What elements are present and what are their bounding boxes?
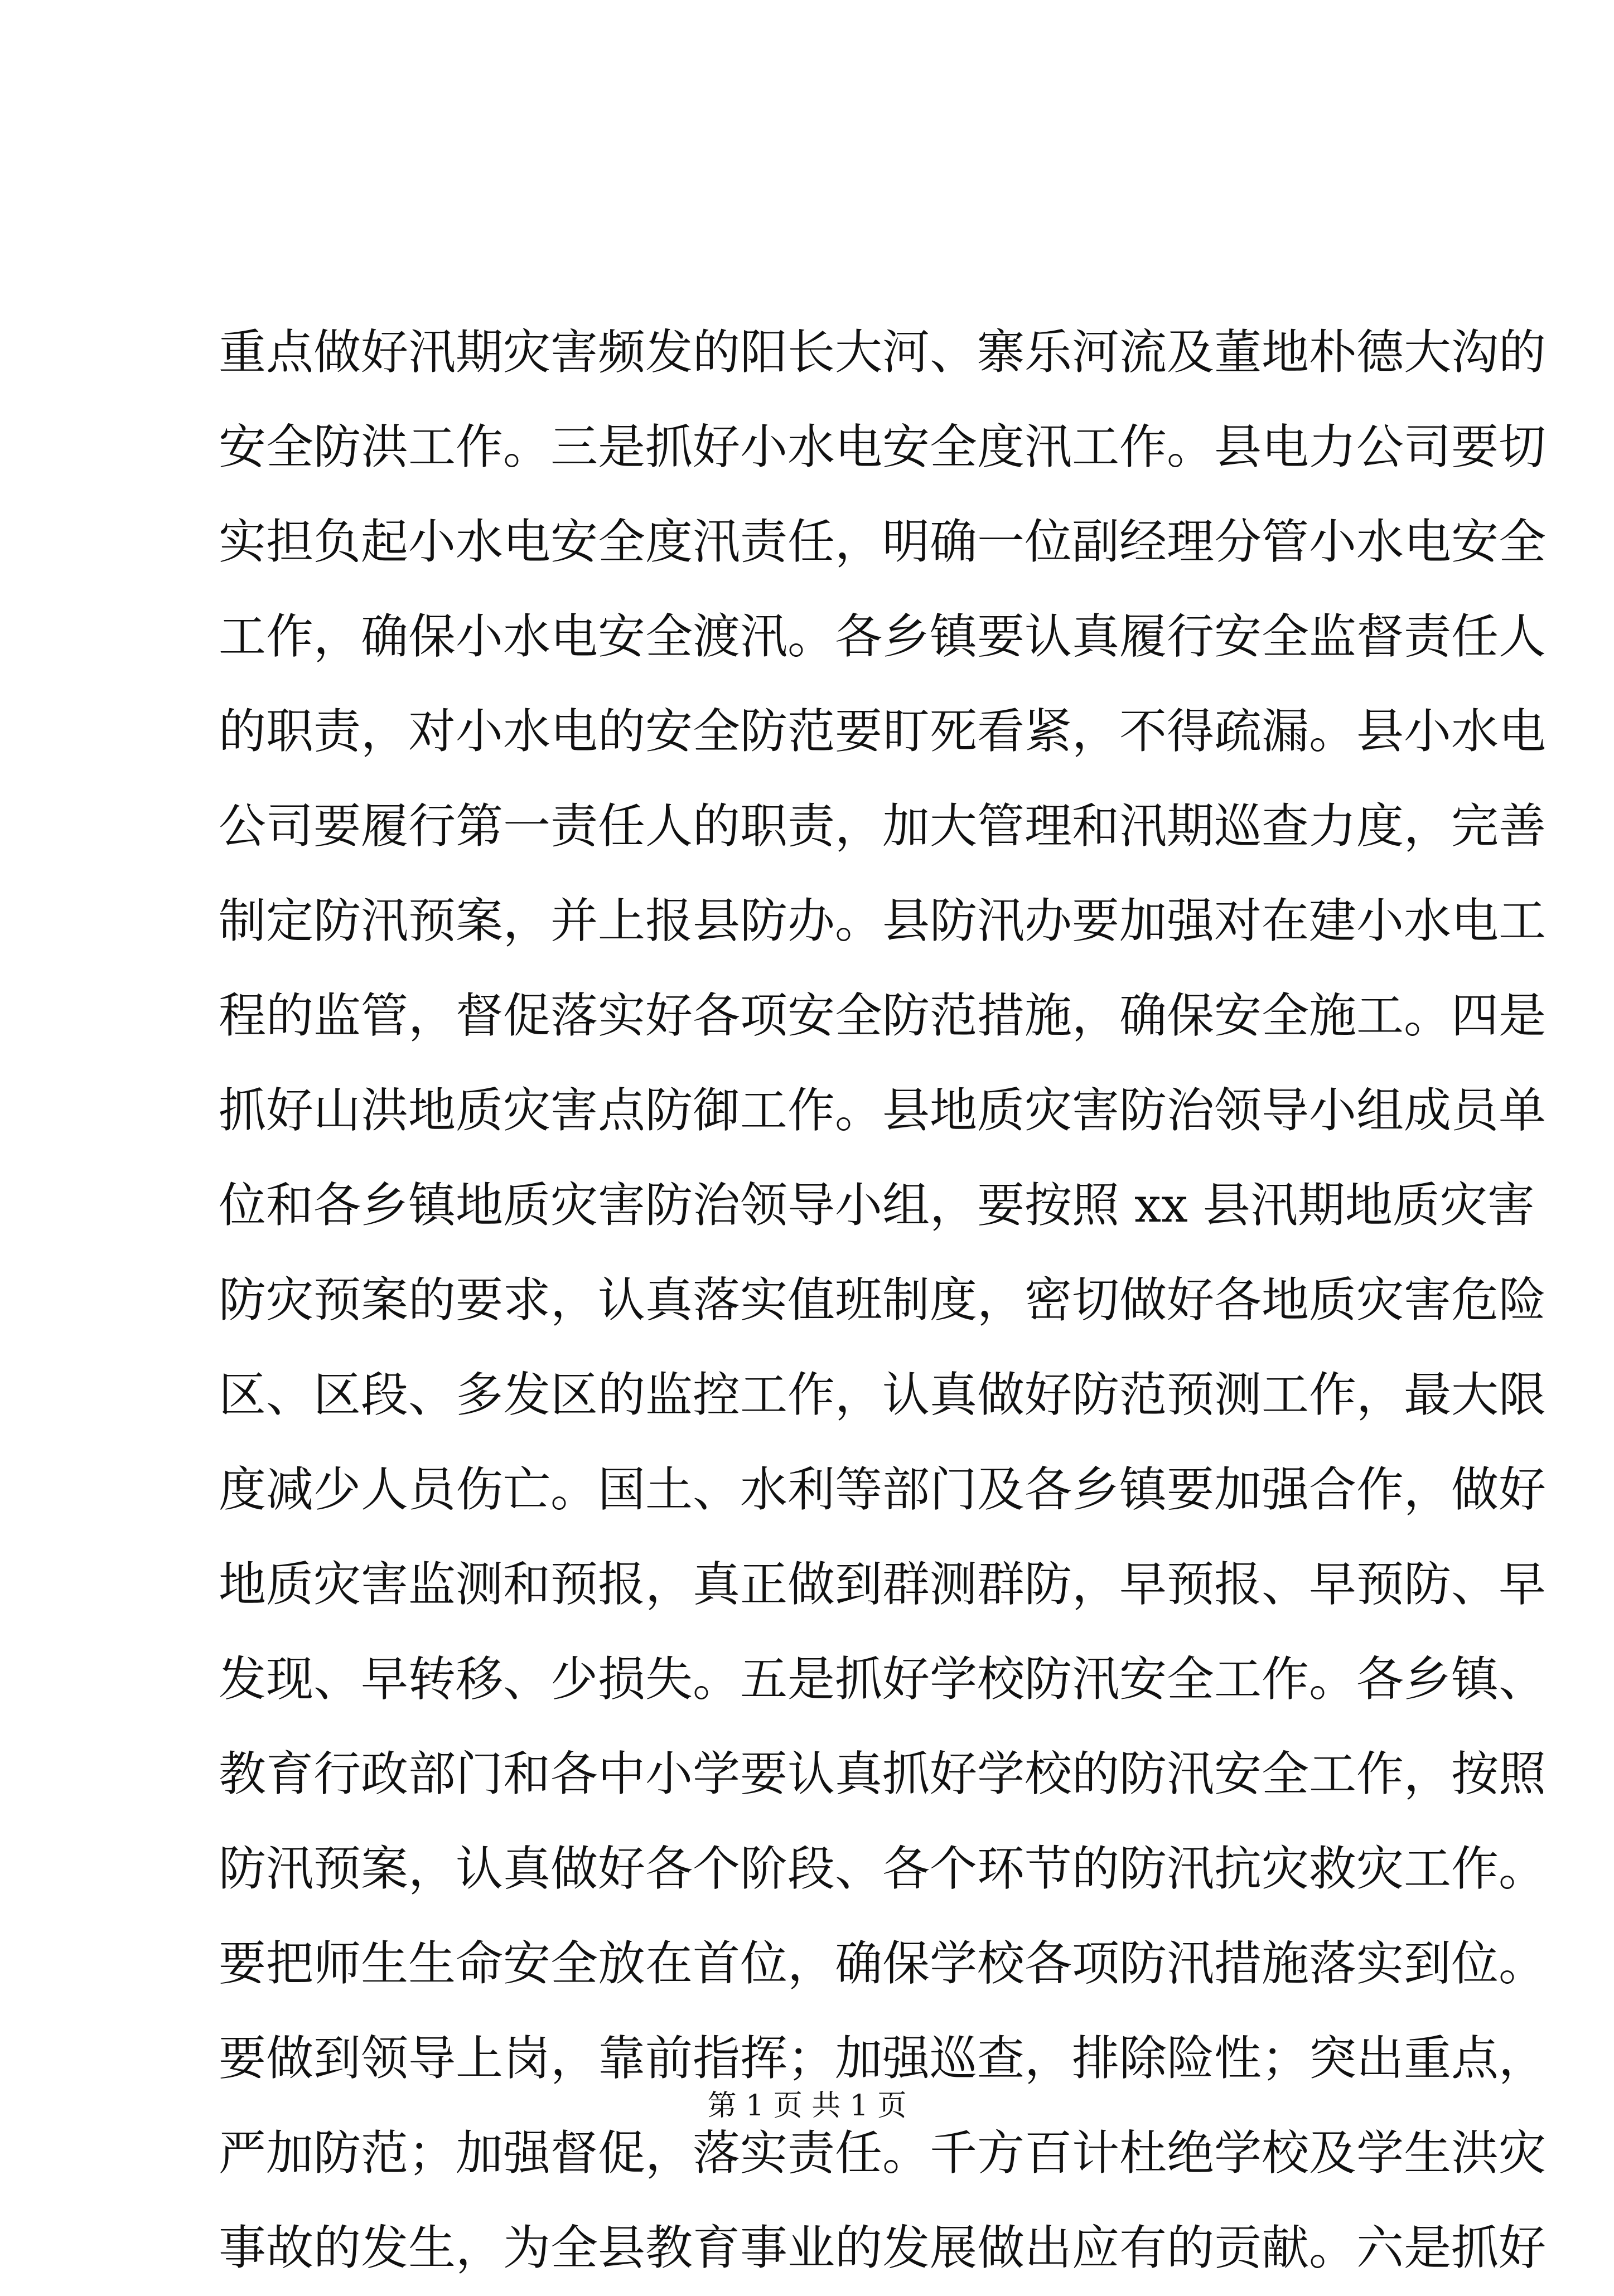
text-line: 制定防汛预案，并上报县防办。县防汛办要加强对在建小水电工 — [219, 894, 1547, 949]
text-line: 公司要履行第一责任人的职责，加大管理和汛期巡查力度，完善 — [219, 799, 1547, 854]
text-line: 抓好山洪地质灾害点防御工作。县地质灾害防治领导小组成员单 — [219, 1083, 1547, 1139]
text-line: 教育行政部门和各中小学要认真抓好学校的防汛安全工作，按照 — [219, 1747, 1547, 1802]
text-line: 区、区段、多发区的监控工作，认真做好防范预测工作，最大限 — [219, 1368, 1547, 1423]
text-line: 严加防范；加强督促，落实责任。千方百计杜绝学校及学生洪灾 — [219, 2126, 1547, 2181]
text-line: 防汛预案，认真做好各个阶段、各个环节的防汛抗灾救灾工作。 — [219, 1842, 1547, 1897]
text-line: 要把师生生命安全放在首位，确保学校各项防汛措施落实到位。 — [219, 1936, 1547, 1992]
text-line: 的职责，对小水电的安全防范要盯死看紧，不得疏漏。县小水电 — [219, 704, 1547, 759]
text-line: 工作，确保小水电安全渡汛。各乡镇要认真履行安全监督责任人 — [219, 609, 1547, 665]
text-line: 安全防洪工作。三是抓好小水电安全度汛工作。县电力公司要切 — [219, 420, 1547, 475]
text-line: 重点做好汛期灾害频发的阳长大河、寨乐河流及董地朴德大沟的 — [219, 325, 1547, 380]
text-line: 发现、早转移、少损失。五是抓好学校防汛安全工作。各乡镇、 — [219, 1652, 1547, 1707]
text-line: 度减少人员伤亡。国土、水利等部门及各乡镇要加强合作，做好 — [219, 1462, 1547, 1518]
page-footer: 第 1 页 共 1 页 — [707, 2089, 907, 2123]
text-line: 程的监管，督促落实好各项安全防范措施，确保安全施工。四是 — [219, 989, 1547, 1044]
text-line: 防灾预案的要求，认真落实值班制度，密切做好各地质灾害危险 — [219, 1273, 1547, 1328]
text-line: 实担负起小水电安全度汛责任，明确一位副经理分管小水电安全 — [219, 515, 1547, 570]
body-text — [219, 306, 1547, 2296]
text-line: 要做到领导上岗，靠前指挥；加强巡查，排除险性；突出重点， — [219, 2031, 1547, 2086]
text-line: 地质灾害监测和预报，真正做到群测群防，早预报、早预防、早 — [219, 1557, 1547, 1612]
text-line: 位和各乡镇地质灾害防治领导小组，要按照 xx 县汛期地质灾害 — [219, 1178, 1535, 1233]
text-line: 事故的发生，为全县教育事业的发展做出应有的贡献。六是抓好 — [219, 2221, 1547, 2276]
